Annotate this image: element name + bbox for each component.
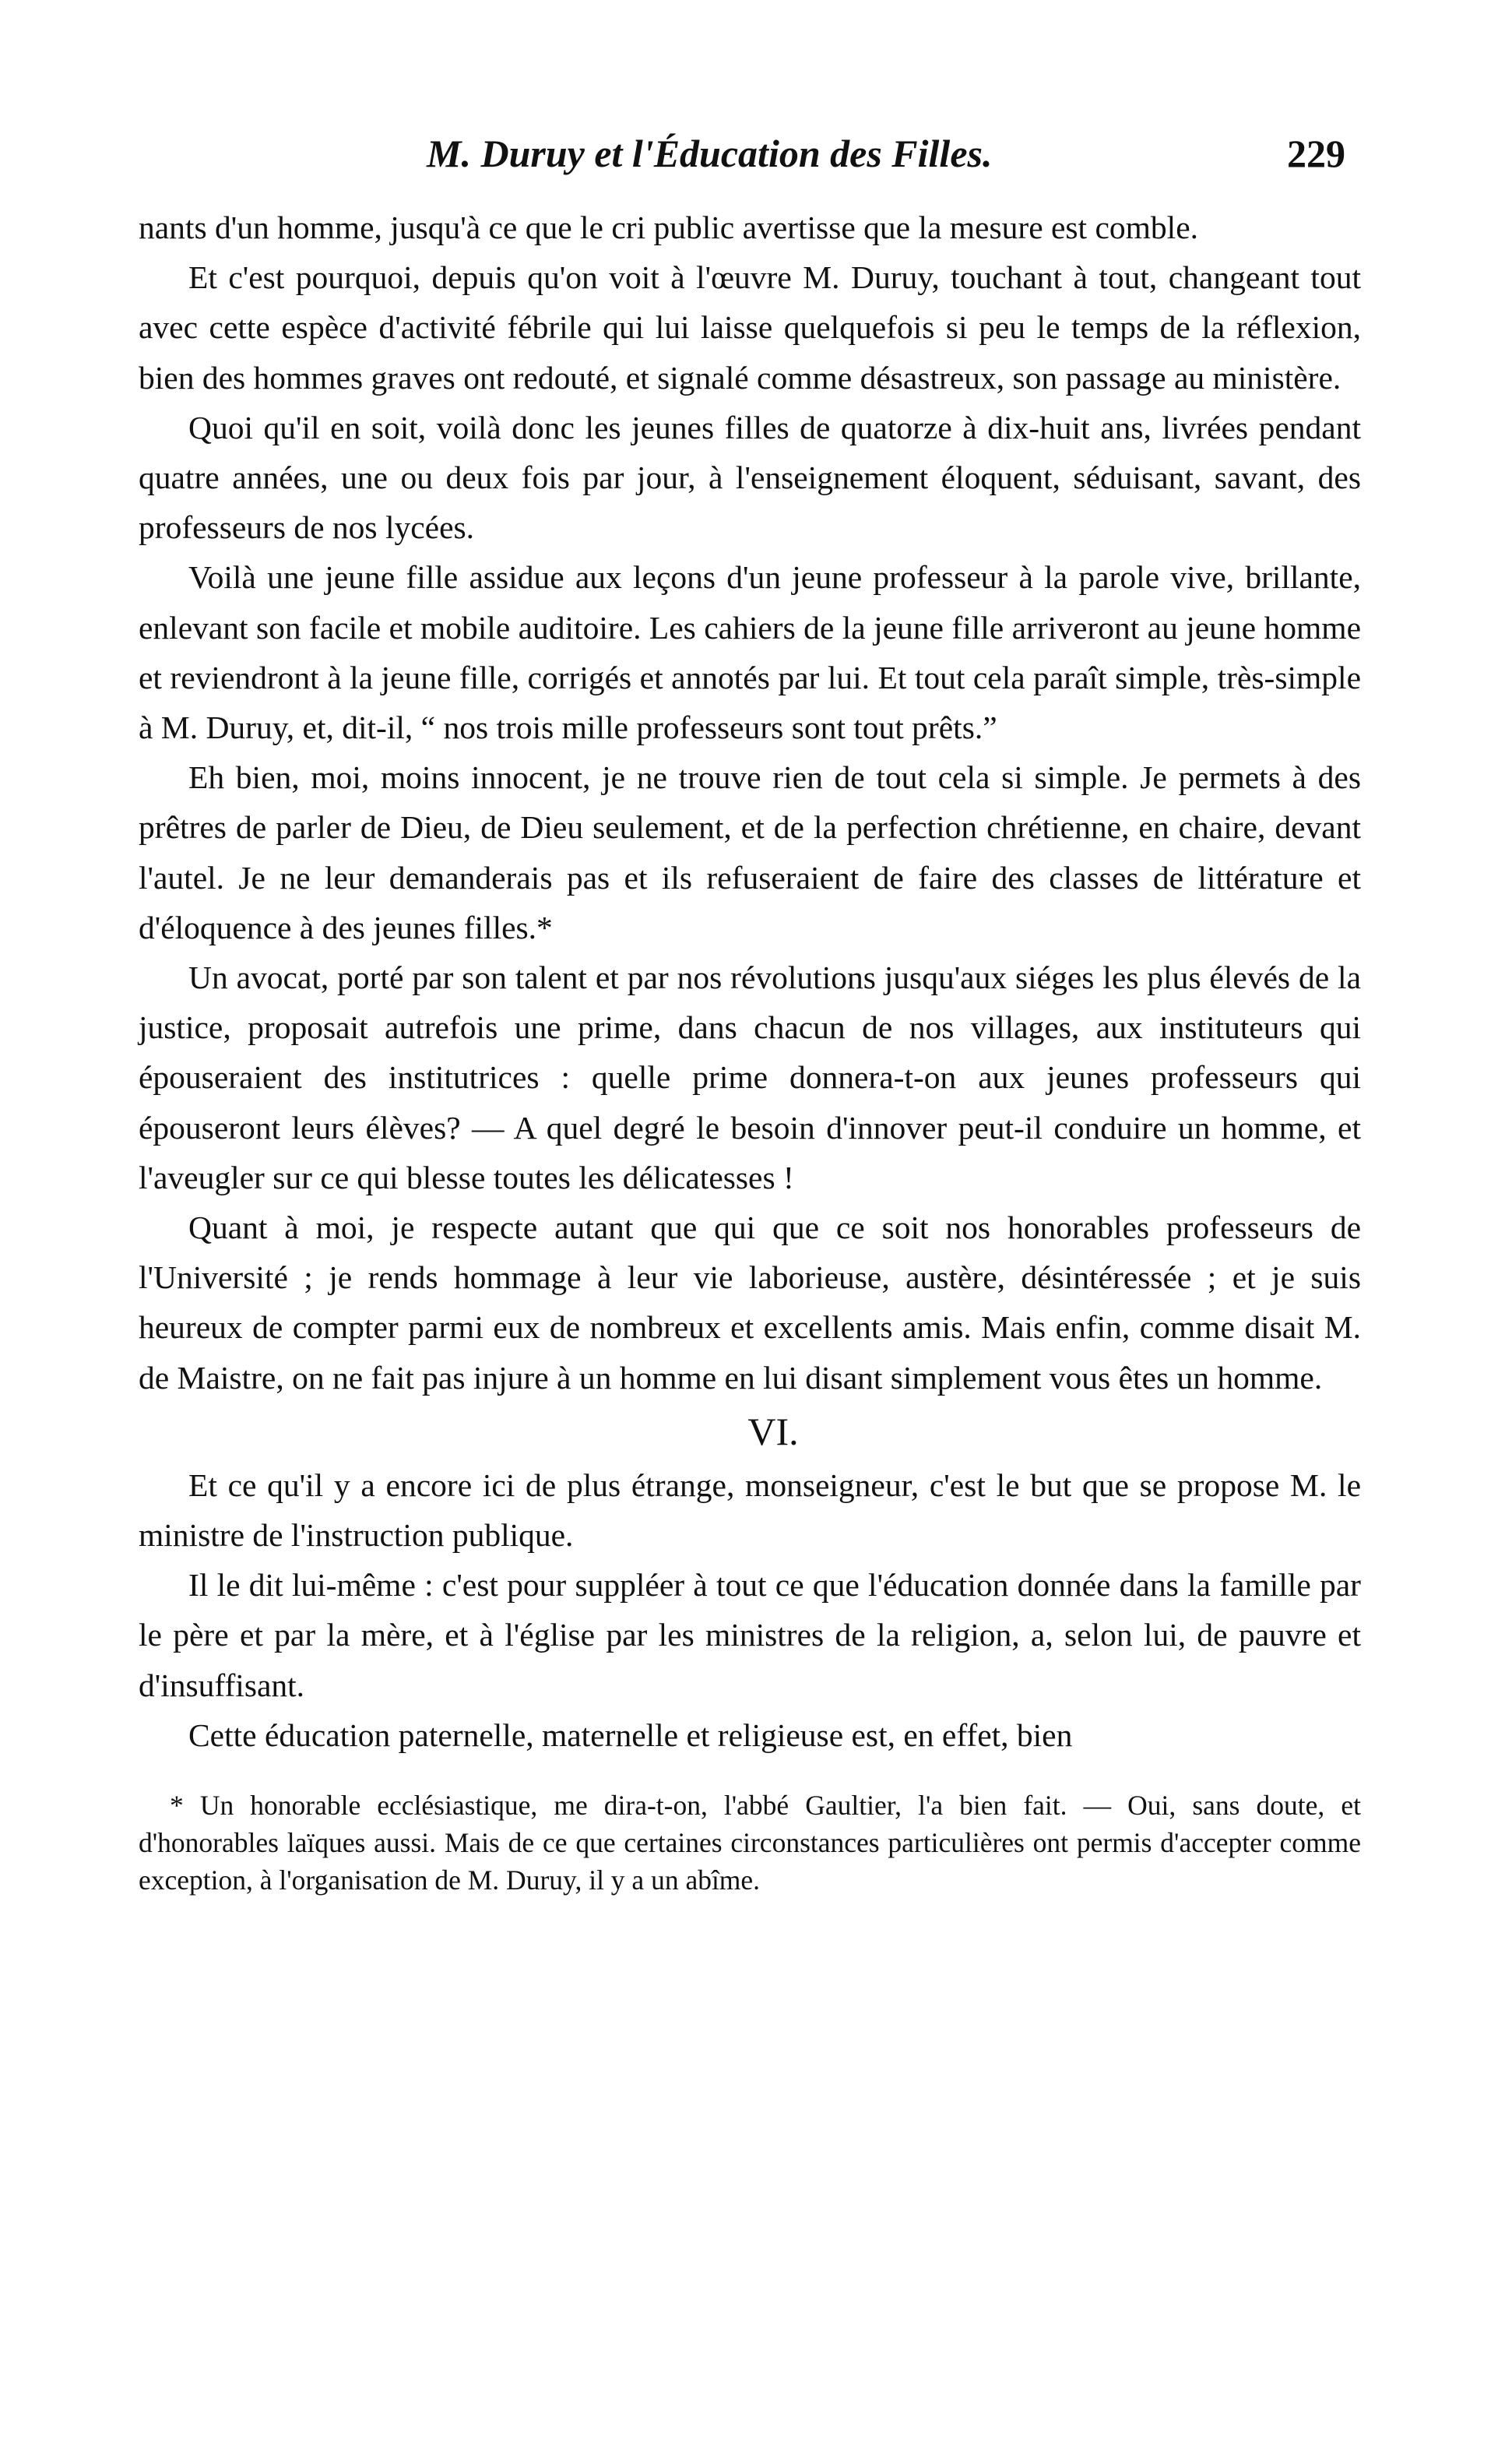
paragraph: Eh bien, moi, moins innocent, je ne trouve rien de tout cela si simple. Je permets à des prêtres de parler de Dieu, de Dieu seulement, et de la perfection chrétienne, en chaire, devant l'autel. Je ne leur demanderais pas et ils refuseraient de faire des classes de littérature et d'éloquence à des jeunes filles.*: [139, 759, 1361, 945]
main-text: [139, 202, 1361, 1760]
paragraph: Et c'est pourquoi, depuis qu'on voit à l'œuvre M. Duruy, touchant à tout, changeant tout avec cette espèce d'activité fébrile qui lui laisse quelquefois si peu le temps de la réflexion, bien des hommes graves ont redouté, et signalé comme désastreux, son passage au ministère.: [139, 259, 1361, 396]
paragraph: Un avocat, porté par son talent et par nos révolutions jusqu'aux siéges les plus élevés de la justice, proposait autrefois une prime, dans chacun de nos villages, aux instituteurs qui épouseraient des institutrices : quelle prime donnera-t-on aux jeunes professeurs qui épouseront leurs élèves? — A quel degré le besoin d'innover peut-il conduire un homme, et l'aveugler sur ce qui blesse toutes les délicatesses !: [139, 959, 1361, 1195]
paragraph: Il le dit lui-même : c'est pour suppléer à tout ce que l'éducation donnée dans la famille par le père et par la mère, et à l'église par les ministres de la religion, a, selon lui, de pauvre et d'insuffisant.: [139, 1567, 1361, 1703]
running-title: M. Duruy et l'Éducation des Filles.: [427, 132, 993, 175]
page-number: 229: [1287, 132, 1345, 175]
paragraph: nants d'un homme, jusqu'à ce que le cri public avertisse que la mesure est comble.: [139, 209, 1198, 245]
paragraph: Cette éducation paternelle, maternelle et religieuse est, en effet, bien: [188, 1716, 1073, 1753]
section-heading: VI.: [747, 1409, 799, 1453]
page-header: [139, 117, 1361, 202]
book-page: [139, 117, 1361, 1899]
paragraph: Quant à moi, je respecte autant que qui que ce soit nos honorables professeurs de l'Université ; je rends hommage à leur vie laborieuse, austère, désintéressée ; et je suis heureux de compter parmi eux de nombreux et excellents amis. Mais enfin, comme disait M. de Maistre, on ne fait pas injure à un homme en lui disant simplement vous êtes un homme.: [139, 1209, 1361, 1396]
footnote: * Un honorable ecclésiastique, me dira-t-on, l'abbé Gaultier, l'a bien fait. — Oui, sans doute, et d'honorables laïques aussi. Mais de ce que certaines circonstances particulières ont permis d'accepter comme exception, à l'organisation de M. Duruy, il y a un abîme.: [139, 1790, 1361, 1896]
paragraph: Quoi qu'il en soit, voilà donc les jeunes filles de quatorze à dix-huit ans, livrées pendant quatre années, une ou deux fois par jour, à l'enseignement éloquent, séduisant, savant, des professeurs de nos lycées.: [139, 409, 1361, 546]
paragraph: Et ce qu'il y a encore ici de plus étrange, monseigneur, c'est le but que se propose M. le ministre de l'instruction publique.: [139, 1466, 1361, 1554]
paragraph: Voilà une jeune fille assidue aux leçons d'un jeune professeur à la parole vive, brillante, enlevant son facile et mobile auditoire. Les cahiers de la jeune fille arriveront au jeune homme et reviendront à la jeune fille, corrigés et annotés par lui. Et tout cela paraît simple, très-simple à M. Duruy, et, dit-il, “ nos trois mille professeurs sont tout prêts.”: [139, 559, 1361, 746]
